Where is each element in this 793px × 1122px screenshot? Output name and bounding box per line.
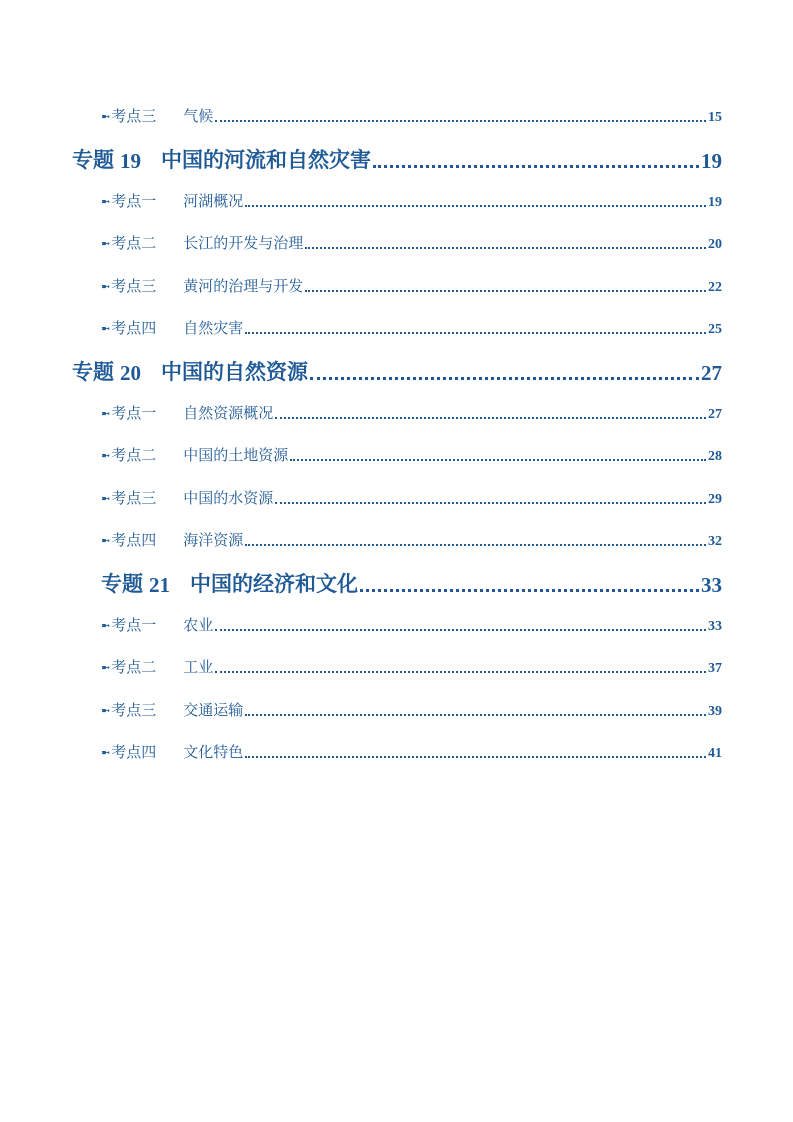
topic-number: 21 [149, 573, 170, 597]
topic-title: 中国的自然资源 [161, 360, 308, 384]
arrow-icon: ➼ [101, 534, 108, 547]
arrow-icon: ➼ [101, 492, 108, 505]
entry-page: 37 [708, 661, 722, 676]
arrow-icon: ➼ [101, 704, 108, 717]
topic-page: 27 [701, 361, 722, 385]
arrow-icon: ➼ [101, 195, 108, 208]
dot-leader [215, 670, 706, 673]
dot-leader [275, 501, 706, 504]
topic-page: 19 [701, 149, 722, 173]
entry-page: 41 [708, 746, 722, 761]
dot-leader [305, 246, 706, 249]
arrow-icon: ➼ [101, 110, 108, 123]
entry-page: 22 [708, 280, 722, 295]
dot-leader [310, 376, 699, 380]
entry-label: 考点二 [111, 234, 157, 252]
entry-title: 海洋资源 [183, 531, 244, 549]
entry-title: 农业 [183, 616, 214, 634]
entry-page: 19 [708, 195, 722, 210]
arrow-icon: ➼ [101, 661, 108, 674]
toc-entry[interactable] [101, 655, 722, 677]
toc-entry[interactable] [101, 189, 722, 211]
topic-title: 中国的经济和文化 [190, 572, 358, 596]
entry-title: 河湖概况 [183, 192, 244, 210]
entry-label: 考点三 [111, 277, 157, 295]
dot-leader [373, 164, 699, 168]
toc-entry[interactable] [101, 698, 722, 720]
topic-prefix: 专题 [72, 148, 114, 172]
entry-title: 自然灾害 [183, 319, 244, 337]
topic-number: 20 [120, 361, 141, 385]
dot-leader [245, 755, 706, 758]
toc-entry[interactable] [101, 528, 722, 550]
entry-label: 考点一 [111, 616, 157, 634]
entry-label: 考点四 [111, 319, 157, 337]
topic-title: 中国的河流和自然灾害 [161, 148, 371, 172]
topic-prefix: 专题 [101, 572, 143, 596]
arrow-icon: ➼ [101, 619, 108, 632]
toc-entry[interactable] [101, 104, 722, 126]
entry-label: 考点三 [111, 107, 157, 125]
dot-leader [290, 458, 706, 461]
entry-title: 长江的开发与治理 [183, 234, 304, 252]
entry-label: 考点四 [111, 531, 157, 549]
entry-title: 中国的土地资源 [183, 446, 289, 464]
dot-leader [245, 204, 706, 207]
toc-entry[interactable] [101, 231, 722, 253]
entry-title: 气候 [183, 107, 214, 125]
arrow-icon: ➼ [101, 746, 108, 759]
entry-title: 文化特色 [183, 743, 244, 761]
dot-leader [215, 119, 706, 122]
topic-page: 33 [701, 573, 722, 597]
entry-page: 32 [708, 534, 722, 549]
toc-entry[interactable] [101, 486, 722, 508]
dot-leader [305, 289, 706, 292]
toc-entry[interactable] [101, 401, 722, 423]
dot-leader [215, 628, 706, 631]
toc-entry[interactable] [101, 613, 722, 635]
entry-title: 中国的水资源 [183, 489, 274, 507]
entry-page: 28 [708, 449, 722, 464]
entry-page: 39 [708, 704, 722, 719]
entry-page: 25 [708, 322, 722, 337]
entry-page: 27 [708, 407, 722, 422]
entry-title: 黄河的治理与开发 [183, 277, 304, 295]
dot-leader [245, 543, 706, 546]
entry-label: 考点一 [111, 404, 157, 422]
toc-topic[interactable] [101, 568, 722, 598]
topic-number: 19 [120, 149, 141, 173]
arrow-icon: ➼ [101, 407, 108, 420]
entry-label: 考点三 [111, 701, 157, 719]
arrow-icon: ➼ [101, 237, 108, 250]
toc-entry[interactable] [101, 740, 722, 762]
toc-entry[interactable] [101, 316, 722, 338]
entry-title: 自然资源概况 [183, 404, 274, 422]
topic-prefix: 专题 [72, 360, 114, 384]
entry-label: 考点四 [111, 743, 157, 761]
toc-entry[interactable] [101, 274, 722, 296]
entry-title: 交通运输 [183, 701, 244, 719]
dot-leader [360, 588, 699, 592]
dot-leader [275, 416, 706, 419]
arrow-icon: ➼ [101, 280, 108, 293]
entry-page: 29 [708, 492, 722, 507]
dot-leader [245, 713, 706, 716]
entry-page: 33 [708, 619, 722, 634]
arrow-icon: ➼ [101, 322, 108, 335]
entry-page: 20 [708, 237, 722, 252]
dot-leader [245, 331, 706, 334]
entry-label: 考点三 [111, 489, 157, 507]
entry-page: 15 [708, 110, 722, 125]
entry-label: 考点二 [111, 446, 157, 464]
entry-label: 考点二 [111, 658, 157, 676]
toc-entry[interactable] [101, 443, 722, 465]
entry-title: 工业 [183, 658, 214, 676]
toc-topic[interactable] [72, 144, 722, 174]
entry-label: 考点一 [111, 192, 157, 210]
toc-topic[interactable] [72, 356, 722, 386]
arrow-icon: ➼ [101, 449, 108, 462]
